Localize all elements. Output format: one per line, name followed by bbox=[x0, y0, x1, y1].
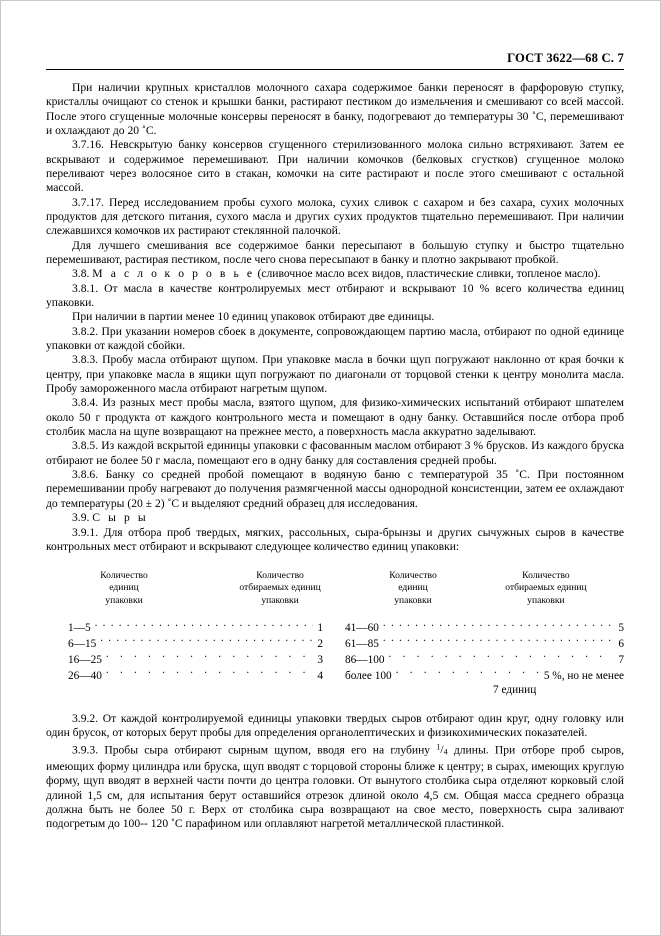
table-row: 6—15 . . . 2 bbox=[68, 636, 323, 652]
dot-leader bbox=[100, 636, 313, 647]
dot-leader bbox=[95, 620, 314, 631]
sampling-units-table bbox=[46, 570, 624, 698]
table-row: более 100 . . . 5 %, но не менее bbox=[345, 667, 624, 683]
paragraph-3-8-4: 3.8.4. Из разных мест пробы масла, взятого щупом, для физико-химических испытаний отбирают шпателем около 50 г продукта от каждого контрольного места и помещают в одну банку. Оставшийся после отбора проб столбик масла на щупе возвращают на прежнее место, а поверхность масла аккуратно заделывают. bbox=[46, 396, 624, 439]
paragraph-3-9-2: 3.9.2. От каждой контролируемой единицы упаковки твердых сыров отбирают один круг, одну головку или один брусок, от которых берут пробы для определения органолептических и физикохимических показателей. bbox=[46, 711, 624, 740]
table-row: 61—85 . . . 6 bbox=[345, 636, 624, 652]
paragraph-3-7-16: 3.7.16. Невскрытую банку консервов сгущенного стерилизованного молока сильно встряхивают. Затем ее вскрывают и содержимое перемешивают. При наличии комочков (белковых сгустков) сгущенное молоко переливают через волосяное сито в стакан, комочки на сите растирают и после этого смешивают с остальной массой. bbox=[46, 138, 624, 195]
paragraph-3-9-1: 3.9.1. Для отбора проб твердых, мягких, рассольных, сыра-брынзы и других сычужных сыров в качестве контрольных мест отбирают и вскрывают следующее количество единиц упаковки: bbox=[46, 525, 624, 553]
section-title-korovie: к о р о в ь е bbox=[164, 267, 255, 281]
dot-leader bbox=[383, 620, 614, 631]
paragraph-3-8-5: 3.8.5. Из каждой вскрытой единицы упаковки с фасованным маслом отбирают 3 % брусков. Из каждого бруска отбирают не более 50 г масла, помещают его в одну банку для составления средней пробы. bbox=[46, 439, 624, 467]
dot-leader bbox=[396, 667, 540, 678]
table-header-cell-3: Количество единиц упаковки bbox=[389, 570, 437, 606]
table-body bbox=[46, 620, 624, 698]
header-divider bbox=[46, 69, 624, 70]
dot-leader bbox=[106, 667, 313, 678]
scan-edge-left bbox=[0, 0, 1, 936]
table-row: 16—25 . . . 3 bbox=[68, 652, 323, 668]
section-title-maslo: М а с л о bbox=[92, 267, 160, 281]
paragraph-crystals: При наличии крупных кристаллов молочного сахара содержимое банки переносят в фарфоровую ступку, кристаллы очищают со стенок и крышки банки, растирают пестиком до измельчения и смешивают со всей массой. После этого сгущенные молочные консервы переносят в банку, подогревают до температуры 30 ˚С, перемешивают и охлаждают до 20 ˚С. bbox=[46, 80, 624, 137]
paragraph-less-than-10: При наличии в партии менее 10 единиц упаковок отбирают две единицы. bbox=[72, 310, 435, 324]
heading-3-8-butter bbox=[46, 267, 624, 281]
table-row-continuation: 7 единиц bbox=[493, 684, 537, 697]
paragraph-mixing: Для лучшего смешивания все содержимое банки пересыпают в большую ступку и быстро тщательно перемешивают, растирая пестиком, после чего снова пересыпают в банку и плотно закрывают пробкой. bbox=[46, 238, 624, 266]
paragraph-3-7-17: 3.7.17. Перед исследованием пробы сухого молока, сухих сливок с сахаром и без сахара, сухих молочных продуктов для детского питания, сухого масла и других сухих продуктов тщательно перемешивают. При наличии слежавшихся комочков их растирают стеклянной палочкой. bbox=[46, 195, 624, 238]
table-row: 86—100 . . . 7 bbox=[345, 652, 624, 668]
section-number-3-9: 3.9. bbox=[72, 511, 90, 525]
paragraph-3-8-2: 3.8.2. При указании номеров сбоек в документе, сопровождающем партию масла, отбирают по одной единице упаковки от каждой сбойки. bbox=[46, 324, 624, 353]
scan-edge-top bbox=[0, 0, 661, 1]
table-header-cell-4: Количество отбираемых единиц упаковки bbox=[505, 570, 587, 606]
table-header-row bbox=[46, 570, 624, 607]
table-row: 26—40 . . . 4 bbox=[68, 667, 323, 683]
table-row: 1—5 . . . 1 bbox=[68, 620, 323, 636]
table-row: 41—60 . . . 5 bbox=[345, 620, 624, 636]
page-header: ГОСТ 3622—68 С. 7 bbox=[507, 51, 624, 65]
page-content bbox=[46, 52, 624, 832]
paragraph-3-8-6: 3.8.6. Банку со средней пробой помещают в водяную баню с температурой 35 ˚С. При постоянном перемешивании пробу нагревают до получения размягченной массы однородной консистенции, затем ее охлаждают до температуры (20 ± 2) ˚С и выделяют средний образец для исследования. bbox=[46, 468, 624, 510]
table-column-left bbox=[46, 620, 335, 698]
sec-3-9-3-suffix: длины. При отборе проб сыров, имеющих форму цилиндра или бруска, щуп вводят с торцовой стороны ближе к центру; в сырах, имеющих круглую форму, щуп вводят в верхней части почти до центра головки. От вынутого столбика сыра отделяют корковый слой длиной 1,5 см, для испытания берут оставшийся отрезок длиной около 4,5 см. Общая масса среднего образца должна быть не более 50 г. Верх от столбика сыра возвращают на свое место, поверхность сыра заливают подогретым до 100-- 120 ˚С парафином или оплавляют нагретой металлической пластинкой. bbox=[46, 743, 624, 831]
dot-leader bbox=[389, 652, 615, 663]
heading-3-9-cheese bbox=[46, 511, 624, 525]
document-body bbox=[46, 81, 624, 832]
paragraph-3-9-3 bbox=[46, 741, 624, 832]
section-title-syry: С ы р ы bbox=[92, 511, 149, 525]
paragraph-3-8-1: 3.8.1. От масла в качестве контролируемых мест отбирают и вскрывают 10 % всего количества единиц упаковки. bbox=[46, 281, 624, 309]
table-column-right bbox=[335, 620, 624, 698]
sec-3-9-3-prefix: 3.9.3. Пробы сыра отбирают сырным щупом, вводя его на глубину bbox=[72, 743, 437, 757]
section-number-3-8: 3.8. bbox=[72, 267, 90, 281]
paragraph-3-8-3: 3.8.3. Пробу масла отбирают щупом. При упаковке масла в бочки щуп погружают наклонно от края бочки к центру, при упаковке масла в ящики щуп погружают по диагонали от торцовой стенки к центру монолита масла. Пробу замороженного масла отбирают нагретым щупом. bbox=[46, 353, 624, 396]
fraction-one-quarter: $^1/_4$ bbox=[436, 742, 448, 757]
table-header-cell-2: Количество отбираемых единиц упаковки bbox=[239, 570, 321, 606]
dot-leader bbox=[106, 652, 313, 663]
dot-leader bbox=[383, 636, 614, 647]
section-3-8-note: (сливочное масло всех видов, пластические сливки, топленое масло). bbox=[257, 267, 601, 281]
table-header-cell-1: Количество единиц упаковки bbox=[100, 570, 148, 606]
